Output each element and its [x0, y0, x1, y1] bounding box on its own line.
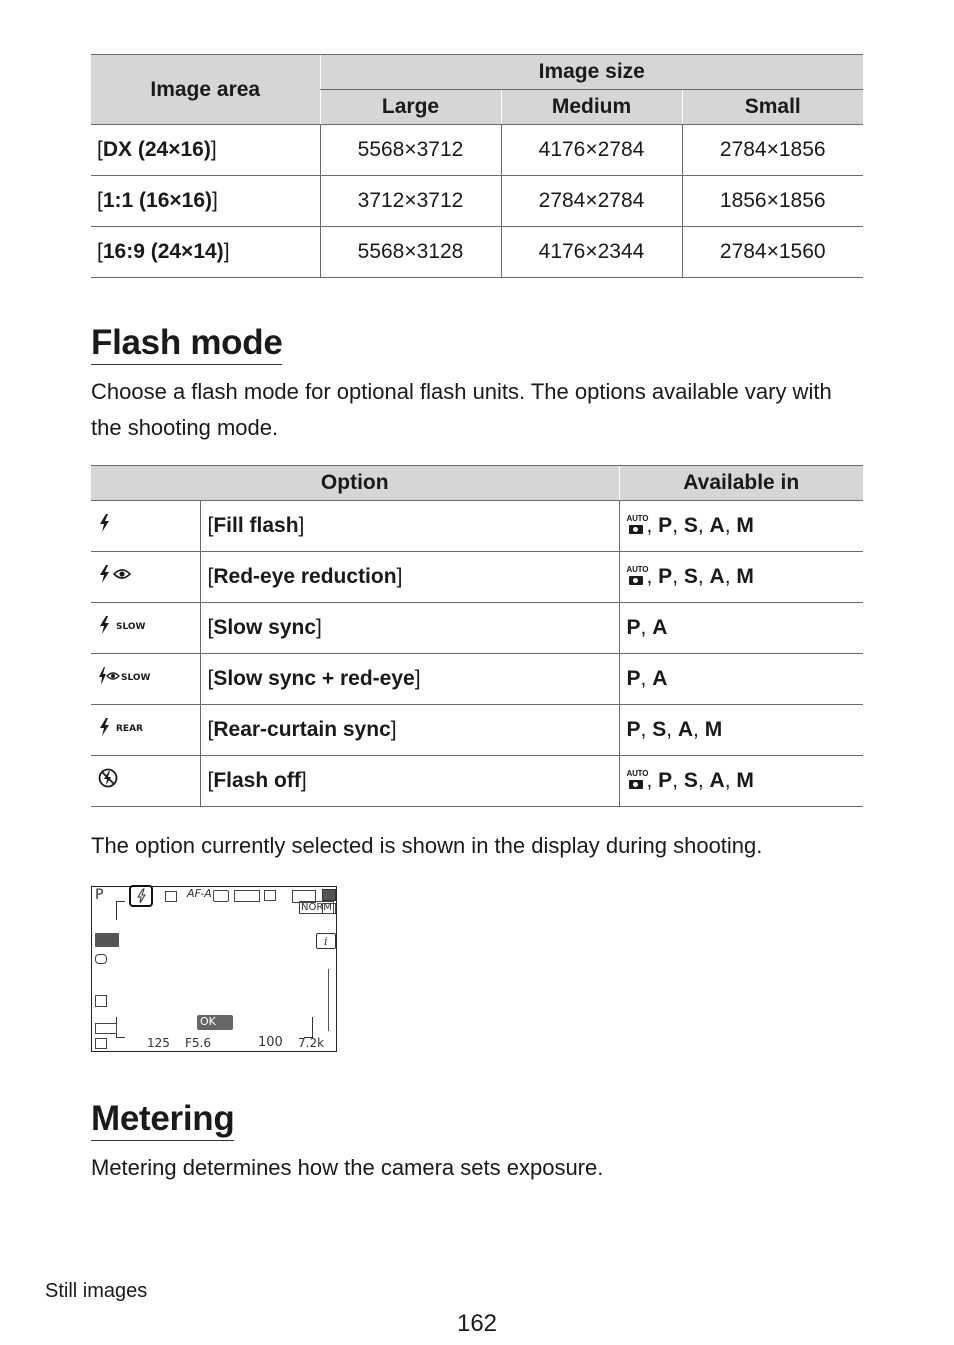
flash-mode-heading: Flash mode [91, 323, 282, 365]
header-image-area: Image area [91, 55, 320, 125]
header-medium: Medium [501, 90, 682, 125]
flash-mode-intro: Choose a flash mode for optional flash units. The options available vary with the shooting mode. [91, 379, 832, 440]
bluetooth-icon [95, 954, 107, 964]
table-row: [Flash off] AUTO , P, S, A, M [91, 756, 863, 807]
header-image-size: Image size [320, 55, 863, 90]
lcd-shots: 7.2k [298, 1036, 325, 1050]
lcd-flash-icon [132, 887, 152, 905]
lcd-af-mode: AF-A [187, 887, 212, 900]
section-label: Still images [45, 1280, 148, 1302]
lcd-quality: NORM [301, 902, 332, 913]
metering-icon [95, 1038, 107, 1049]
large-value: 3712×3712 [320, 176, 501, 227]
display-note: The option currently selected is shown in the display during shooting. [91, 833, 763, 858]
slow-sync-red-eye-icon [97, 666, 157, 686]
exposure-indicator [328, 969, 329, 1031]
info-icon [316, 933, 336, 949]
table-row: [Red-eye reduction] AUTO , P, S, A, M [91, 552, 863, 603]
flash-off-icon [97, 767, 119, 789]
image-area-value: DX (24×16) [102, 138, 211, 161]
image-size-table [91, 54, 863, 278]
table-row: SLOW [Slow sync] P, A [91, 603, 863, 654]
table-row: [1:1 (16×16)] 3712×3712 2784×2784 1856×1856 [91, 176, 863, 227]
svg-text:SLOW: SLOW [116, 622, 146, 632]
vr-icon [234, 890, 260, 902]
table-row: [Fill flash] AUTO , P, S, A, M [91, 501, 863, 552]
flash-indicator-highlight [129, 885, 153, 907]
svg-text:i: i [324, 935, 328, 948]
option-label: Rear-curtain sync [213, 718, 391, 741]
image-size-icon [322, 903, 336, 914]
battery-icon [95, 1023, 117, 1034]
header-available-in: Available in [619, 466, 863, 501]
option-label: Slow sync [213, 616, 317, 639]
fill-flash-icon [97, 513, 113, 533]
small-value: 2784×1560 [682, 227, 863, 278]
lcd-iso: 100 [258, 1035, 283, 1050]
medium-value: 4176×2344 [501, 227, 682, 278]
option-label: Flash off [213, 769, 301, 792]
header-small: Small [682, 90, 863, 125]
image-area-value: 16:9 (24×14) [102, 240, 224, 263]
touch-shutter-icon [95, 933, 119, 947]
camera-display-illustration [91, 886, 337, 1052]
af-area-icon [213, 890, 229, 902]
medium-value: 4176×2784 [501, 125, 682, 176]
metering-text: Metering determines how the camera sets exposure. [91, 1155, 604, 1180]
wb-icon [264, 890, 276, 901]
large-value: 5568×3128 [320, 227, 501, 278]
header-option: Option [91, 466, 619, 501]
lcd-shutter: 125 [147, 1036, 170, 1050]
table-row: REAR [Rear-curtain sync] P, S, A, M [91, 705, 863, 756]
rear-curtain-icon [97, 717, 157, 737]
picture-control-icon [95, 995, 107, 1007]
svg-text:REAR: REAR [116, 724, 143, 734]
option-label: Slow sync + red-eye [213, 667, 415, 690]
release-mode-icon [165, 891, 177, 902]
auto-mode-icon: AUTO [627, 770, 647, 792]
lcd-aperture: F5.6 [185, 1036, 211, 1050]
metering-heading: Metering [91, 1099, 234, 1141]
auto-mode-icon: AUTO [627, 566, 647, 588]
page-number: 162 [456, 1310, 498, 1337]
table-row: [16:9 (24×14)] 5568×3128 4176×2344 2784×1560 [91, 227, 863, 278]
option-label: Red-eye reduction [213, 565, 397, 588]
table-row: SLOW [Slow sync + red-eye] P, A [91, 654, 863, 705]
large-value: 5568×3712 [320, 125, 501, 176]
red-eye-icon [97, 564, 137, 584]
medium-value: 2784×2784 [501, 176, 682, 227]
lcd-mode: P [95, 887, 104, 903]
header-large: Large [320, 90, 501, 125]
svg-text:SLOW: SLOW [121, 673, 151, 683]
image-area-value: 1:1 (16×16) [102, 189, 212, 212]
option-label: Fill flash [213, 514, 299, 537]
auto-mode-icon: AUTO [627, 515, 647, 537]
image-area-icon [322, 889, 336, 901]
flash-mode-table [91, 465, 863, 807]
small-value: 1856×1856 [682, 176, 863, 227]
ok-button-icon: OK [197, 1015, 233, 1030]
slow-sync-icon [97, 615, 157, 635]
table-row: [DX (24×16)] 5568×3712 4176×2784 2784×1856 [91, 125, 863, 176]
small-value: 2784×1856 [682, 125, 863, 176]
